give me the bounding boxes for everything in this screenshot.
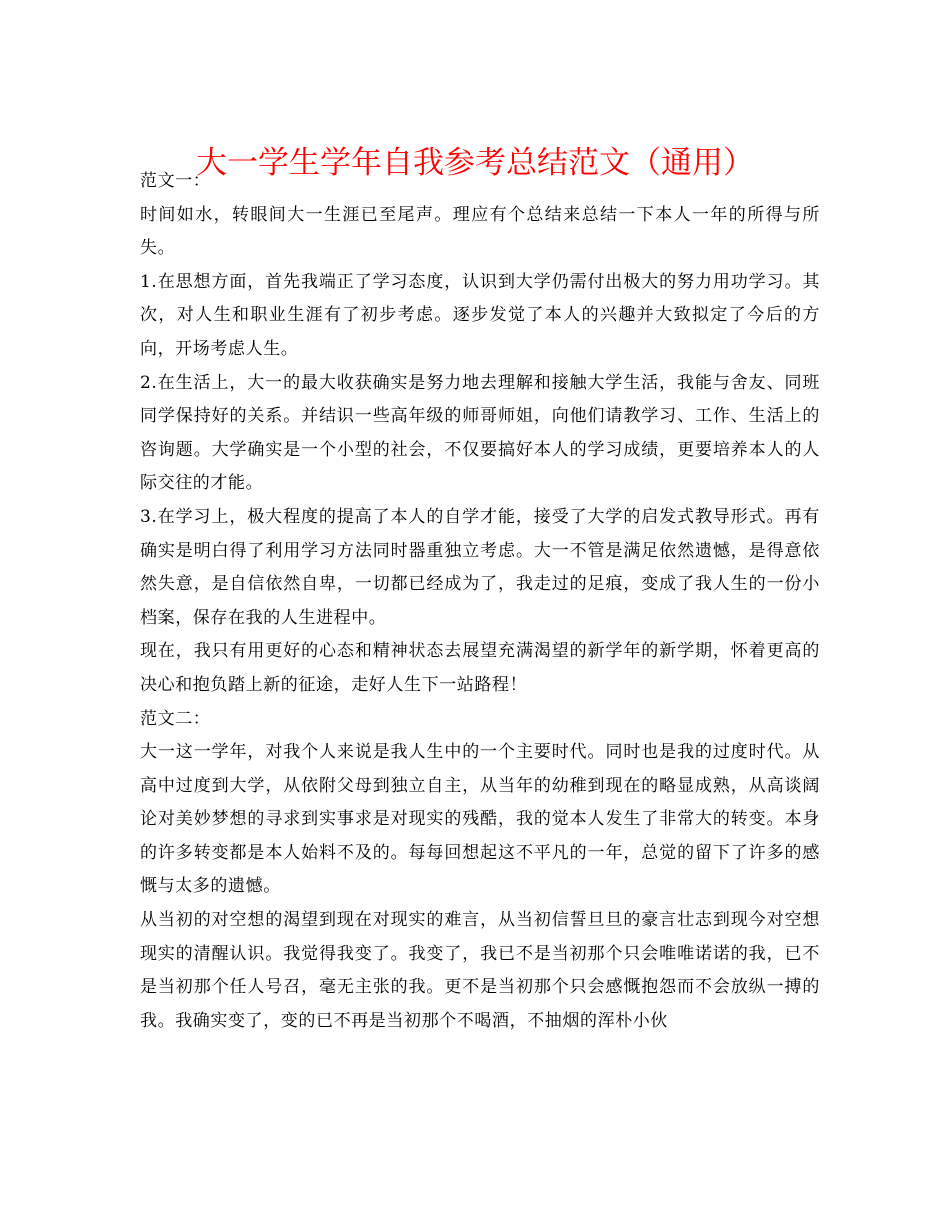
document-title: 大一学生学年自我参考总结范文（通用） — [196, 144, 754, 181]
section-heading: 范文一： — [140, 171, 211, 191]
paragraph: 从当初的对空想的渴望到现在对现实的难言，从当初信誓旦旦的豪言壮志到现今对空想现实的清醒认识。我觉得我变了。我变了，我已不是当初那个只会唯唯诺诺的我，已不是当初那个任人号召，毫无主张的我。更不是当初那个只会感慨抱怨而不会放纵一搏的我。我确实变了，变的已不再是当初那个不喝酒，不抽烟的浑朴小伙 — [140, 910, 820, 1031]
paragraph: 大一这一学年，对我个人来说是我人生中的一个主要时代。同时也是我的过度时代。从高中过度到大学，从依附父母到独立自主，从当年的幼稚到现在的略显成熟，从高谈阔论对美妙梦想的寻求到实事求是对现实的残酷，我的觉本人发生了非常大的转变。本身的许多转变都是本人始料不及的。每每回想起这不平凡的一年，总觉的留下了许多的感慨与太多的遗憾。 — [140, 742, 820, 897]
paragraph: 1.在思想方面，首先我端正了学习态度，认识到大学仍需付出极大的努力用功学习。其次，对人生和职业生涯有了初步考虑。逐步发觉了本人的兴趣并大致拟定了今后的方向，开场考虑人生。 — [140, 271, 820, 359]
section-heading: 范文二： — [140, 708, 211, 729]
document-body — [140, 165, 820, 1038]
paragraph: 现在，我只有用更好的心态和精神状态去展望充满渴望的新学年的新学期，怀着更高的决心和抱负踏上新的征途，走好人生下一站路程！ — [140, 641, 820, 695]
paragraph: 时间如水，转眼间大一生涯已至尾声。理应有个总结来总结一下本人一年的所得与所失。 — [140, 204, 820, 259]
paragraph: 3.在学习上，极大程度的提高了本人的自学才能，接受了大学的启发式教导形式。再有确实是明白得了利用学习方法同时器重独立考虑。大一不管是满足依然遗憾，是得意依然失意，是自信依然自卑，一切都已经成为了，我走过的足痕，变成了我人生的一份小档案，保存在我的人生进程中。 — [140, 506, 820, 628]
paragraph: 2.在生活上，大一的最大收获确实是努力地去理解和接触大学生活，我能与舍友、同班同学保持好的关系。并结识一些高年级的师哥师姐，向他们请教学习、工作、生活上的咨询题。大学确实是一个小型的社会，不仅要搞好本人的学习成绩，更要培养本人的人际交往的才能。 — [140, 372, 820, 494]
